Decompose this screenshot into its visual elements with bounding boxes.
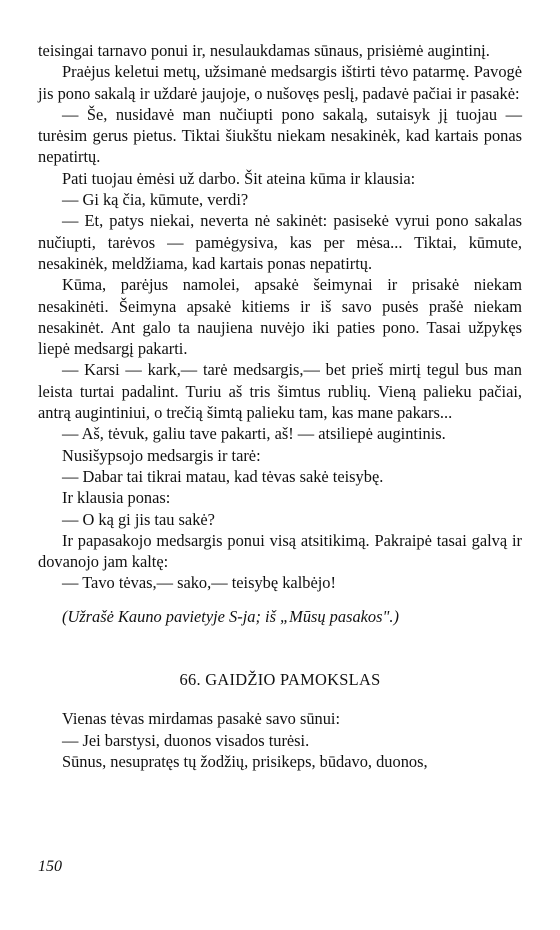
story-title: 66. GAIDŽIO PAMOKSLAS bbox=[179, 670, 381, 690]
page-text-block bbox=[38, 40, 522, 772]
paragraph: — Še, nusidavė man nučiupti pono sakalą, sutaisyk jį tuojau — turėsim gerus pietus. Tiktai šiukštu niekam nesakinėk, kad kartais ponas nepatirtų. bbox=[38, 104, 522, 167]
paragraph: — O ką gi jis tau sakė? bbox=[62, 509, 215, 529]
paragraph: — Aš, tėvuk, galiu tave pakarti, aš! — atsiliepė augintinis. bbox=[62, 424, 446, 444]
paragraph: Nusišypsojo medsargis ir tarė: bbox=[62, 445, 261, 465]
paragraph: Praėjus keletui metų, užsimanė medsargis ištirti tėvo patarmę. Pavogė jis pono sakalą ir uždarė jaujoje, o nušovęs peslį, padavė pačiai ir pasakė: bbox=[38, 62, 522, 103]
paragraph: Pati tuojau ėmėsi už darbo. Šit ateina kūma ir klausia: bbox=[62, 168, 416, 188]
paragraph: — Gi ką čia, kūmute, verdi? bbox=[62, 190, 249, 210]
paragraph: Kūma, parėjus namolei, apsakė šeimynai ir prisakė niekam nesakinėti. Šeimyna apsakė kitiems ir iš savo pusės prašė niekam nesakinėt. Ant galo ta naujiena nuvėjo iki paties pono. Tasai užpykęs liepė medsargį pakarti. bbox=[38, 275, 522, 359]
paragraph: — Tavo tėvas,— sako,— teisybę kalbėjo! bbox=[62, 573, 336, 593]
paragraph: Sūnus, nesupratęs tų žodžių, prisikeps, būdavo, duonos, bbox=[62, 751, 428, 771]
paragraph: — Jei barstysi, duonos visados turėsi. bbox=[62, 730, 310, 750]
paragraph: — Karsi — kark,— tarė medsargis,— bet prieš mirtį tegul bus man leista turtai padalint. Turiu aš tris šimtus rublių. Vieną palieku pačiai, antrą augintiniui, o trečią šimtą palieku tam, kas mane pakars... bbox=[38, 360, 522, 423]
paragraph: — Dabar tai tikrai matau, kad tėvas sakė teisybę. bbox=[62, 466, 384, 486]
paragraph: — Et, patys niekai, neverta nė sakinėt: pasisekė vyrui pono sakalas nučiupti, tarėvos — pamėgysiva, kas per mėsa... Tiktai, kūmute, nesakinėk, meldžiama, kad kartais ponas nepatirtų. bbox=[38, 211, 522, 273]
page-number: 150 bbox=[38, 858, 62, 875]
paragraph: Ir klausia ponas: bbox=[62, 488, 171, 508]
paragraph: teisingai tarnavo ponui ir, nesulaukdamas sūnaus, prisiėmė augintinį. bbox=[38, 41, 490, 60]
paragraph: Ir papasakojo medsargis ponui visą atsitikimą. Pakraipė tasai galvą ir dovanojo jam kaltę: bbox=[38, 530, 522, 572]
paragraph: Vienas tėvas mirdamas pasakė savo sūnui: bbox=[62, 709, 341, 729]
source-note: (Užrašė Kauno pavietyje S-ja; iš „Mūsų pasakos".) bbox=[62, 606, 399, 626]
